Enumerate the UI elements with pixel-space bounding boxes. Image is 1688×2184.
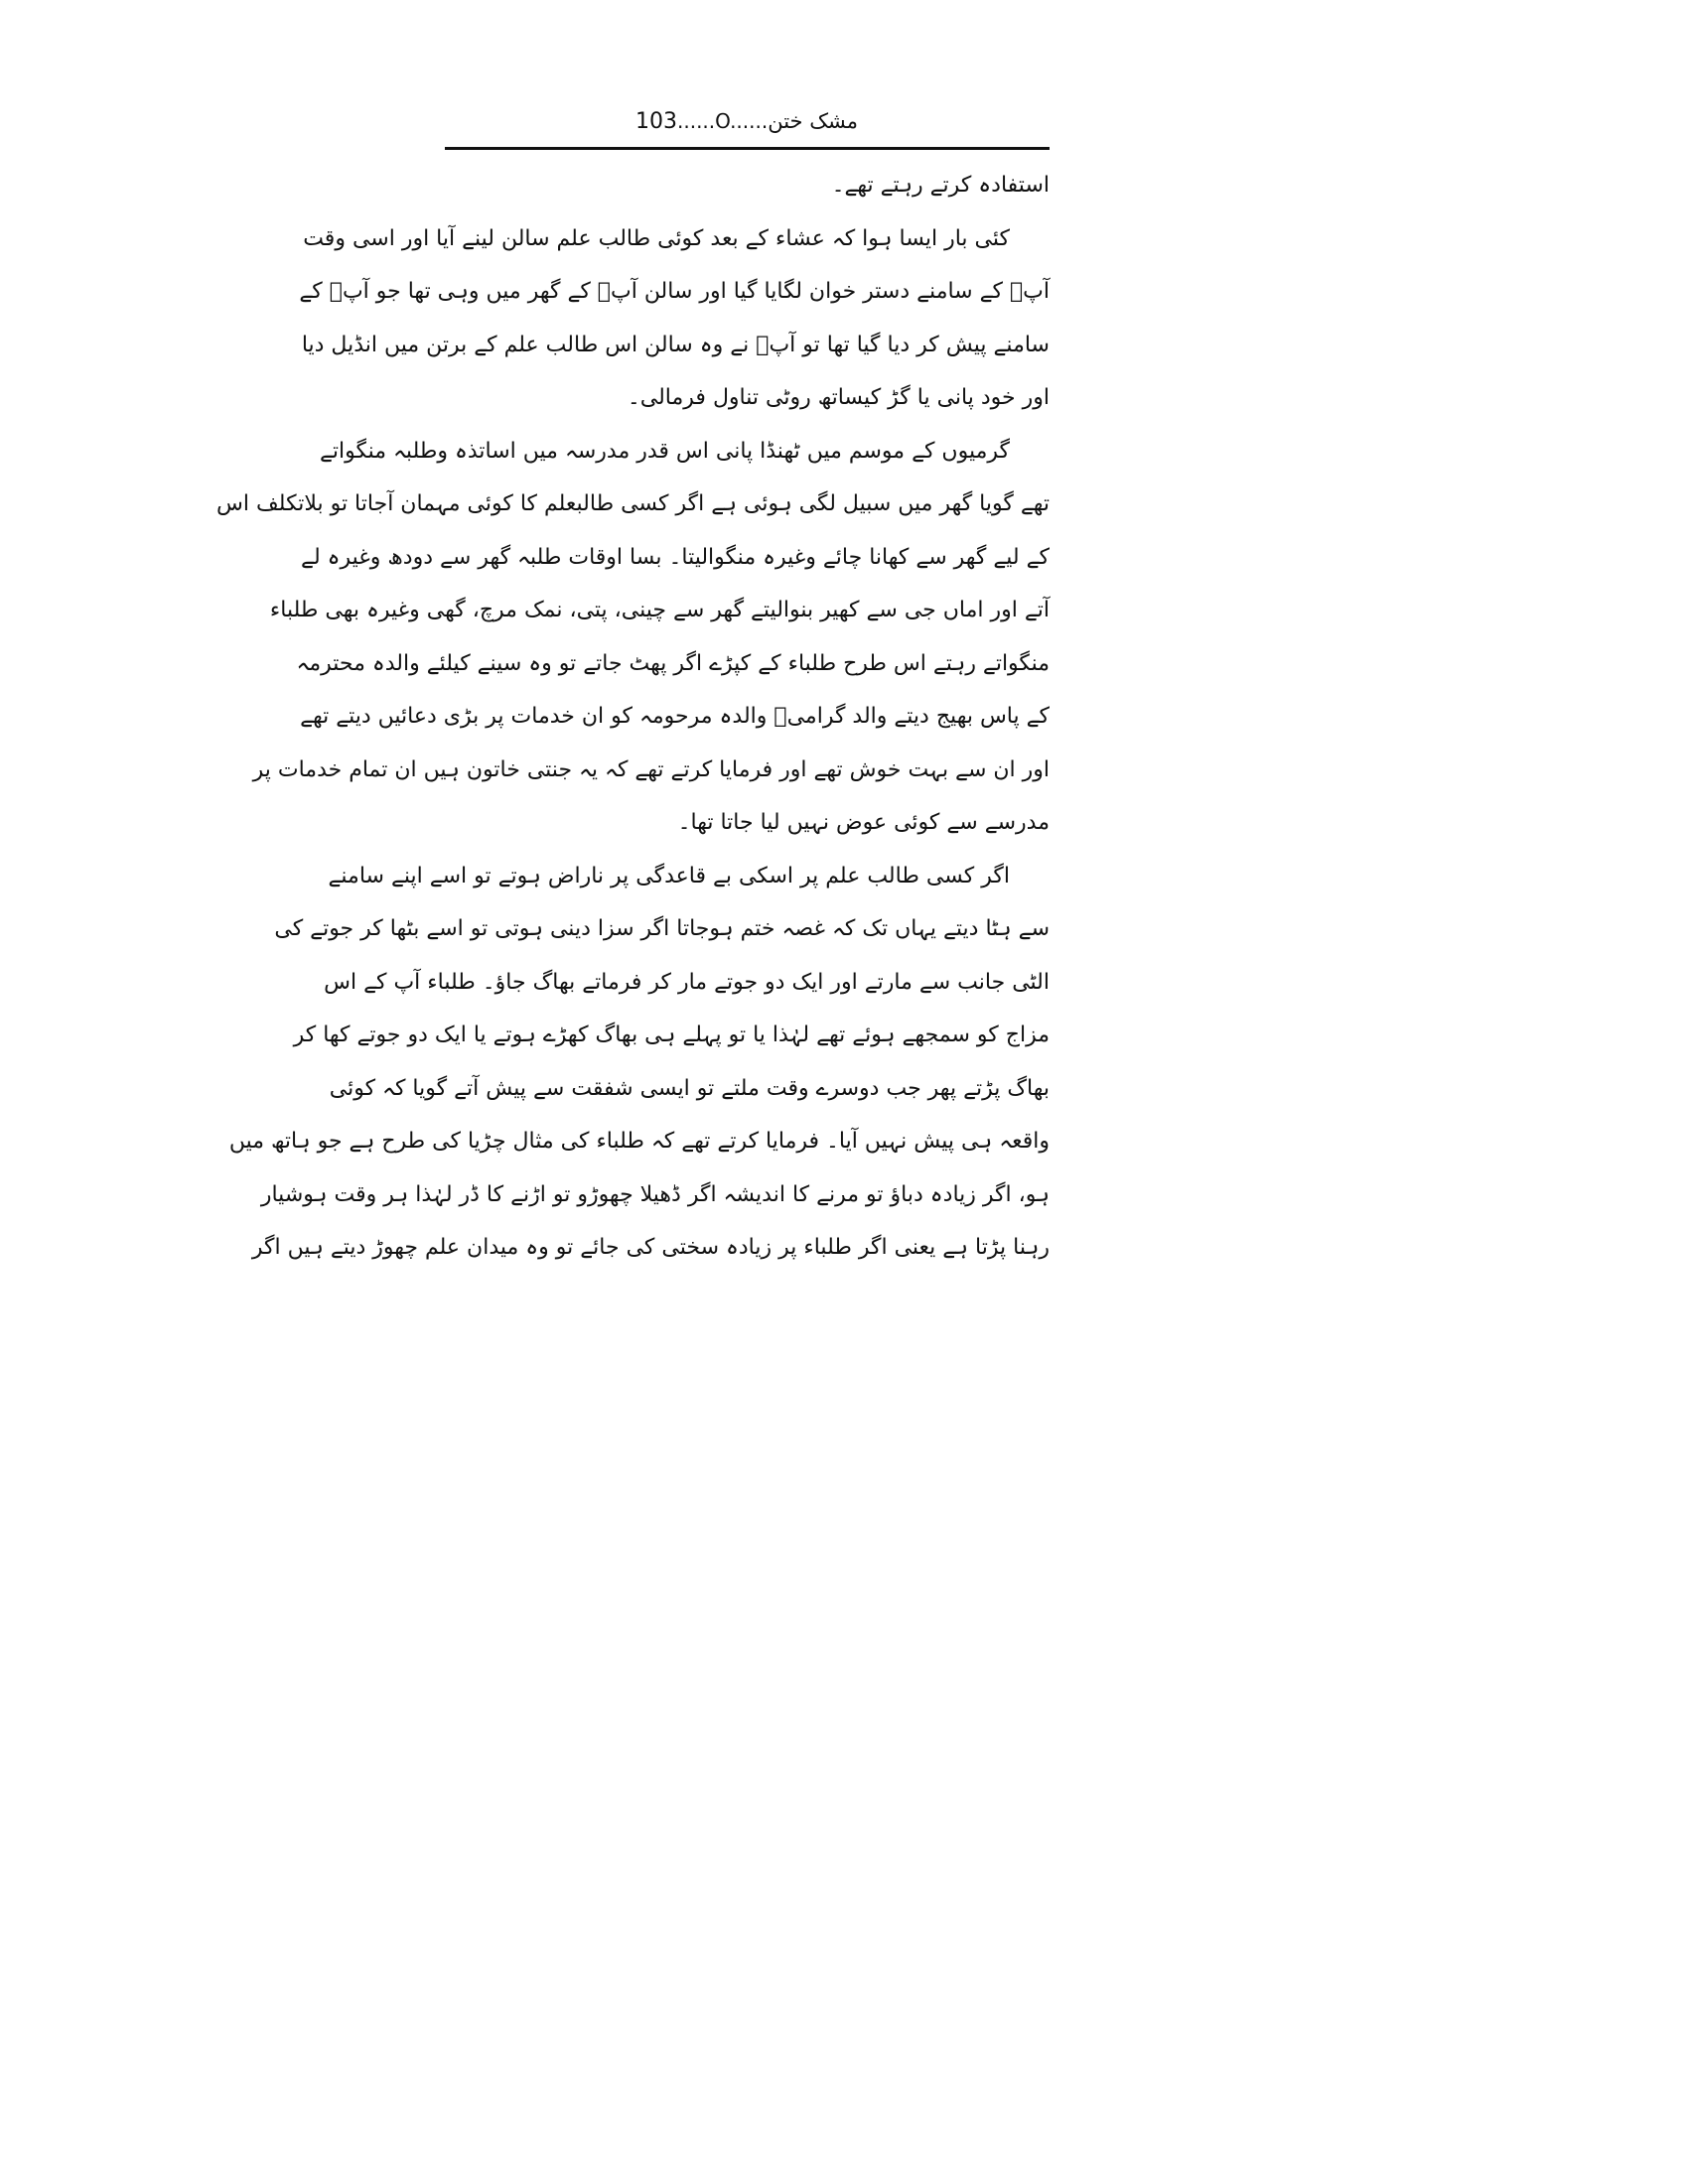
text-line: منگواتے رہتے اس طرح طلباء کے کپڑے اگر پھٹ جاتے تو وہ سینے کیلئے والدہ محترمہ — [296, 650, 1050, 676]
text-line: کئی بار ایسا ہوا کہ عشاء کے بعد کوئی طالب علم سالن لینے آیا اور اسی وقت — [303, 225, 1010, 251]
text-line: اور خود پانی یا گڑ کیساتھ روٹی تناول فرمالی۔ — [627, 385, 1050, 410]
text-line: استفادہ کرتے رہتے تھے۔ — [831, 173, 1050, 198]
text-line: سے ہٹا دیتے یہاں تک کہ غصہ ختم ہوجاتا اگر سزا دینی ہوتی تو اسے بٹھا کر جوتے کی — [274, 916, 1050, 941]
text-line: آتے اور اماں جی سے کھیر بنوالیتے گھر سے چینی، پتی، نمک مرچ، گھی وغیرہ بھی طلباء — [269, 598, 1050, 622]
text-line: رہنا پڑتا ہے یعنی اگر طلباء پر زیادہ سختی کی جائے تو وہ میدان علم چھوڑ دیتے ہیں اگر — [251, 1235, 1050, 1260]
text-line: اگر کسی طالب علم پر اسکی بے قاعدگی پر ناراض ہوتے تو اسے اپنے سامنے — [328, 863, 1010, 888]
book-title: مشک ختن — [768, 109, 858, 133]
text-line: گرمیوں کے موسم میں ٹھنڈا پانی اس قدر مدرسہ میں اساتذہ وطلبہ منگواتے — [319, 438, 1010, 464]
text-line: واقعہ ہی پیش نہیں آیا۔ فرمایا کرتے تھے کہ طلباء کی مثال چڑیا کی طرح ہے جو ہاتھ میں — [228, 1129, 1050, 1154]
text-line: بھاگ پڑتے پھر جب دوسرے وقت ملتے تو ایسی شفقت سے پیش آتے گویا کہ کوئی — [329, 1075, 1050, 1101]
text-line: الٹی جانب سے مارتے اور ایک دو جوتے مار کر فرماتے بھاگ جاؤ۔ طلباء آپ کے اس — [324, 969, 1050, 995]
text-line: کے لیے گھر سے کھانا چائے وغیرہ منگوالیتا۔ بسا اوقات طلبہ گھر سے دودھ وغیرہ لے — [301, 544, 1050, 570]
text-line: سامنے پیش کر دیا گیا تھا تو آپؒ نے وہ سالن اس طالب علم کے برتن میں انڈیل دیا — [301, 332, 1050, 357]
text-line: اور ان سے بہت خوش تھے اور فرمایا کرتے تھے کہ یہ جنتی خاتون ہیں ان تمام خدمات پر — [252, 756, 1050, 782]
body-text — [216, 159, 1050, 1275]
text-line: ہو، اگر زیادہ دباؤ تو مرنے کا اندیشہ اگر ڈھیلا چھوڑو تو اڑنے کا ڈر لہٰذا ہر وقت ہوشیار — [260, 1181, 1050, 1207]
header-rule — [445, 147, 1050, 150]
page-number: 103 — [635, 108, 677, 134]
text-line: کے پاس بھیج دیتے والد گرامیؒ والدہ مرحومہ کو ان خدمات پر بڑی دعائیں دیتے تھے — [300, 704, 1050, 729]
running-header — [445, 99, 1049, 143]
text-line: مزاج کو سمجھے ہوئے تھے لہٰذا یا تو پہلے ہی بھاگ کھڑے ہوتے یا ایک دو جوتے کھا کر — [293, 1023, 1050, 1047]
text-line: تھے گویا گھر میں سبیل لگی ہوئی ہے اگر کسی طالبعلم کا کوئی مہمان آجاتا تو بلاتکلف اس — [216, 491, 1050, 516]
text-line: آپؒ کے سامنے دستر خوان لگایا گیا اور سالن آپؒ کے گھر میں وہی تھا جو آپؒ کے — [299, 279, 1050, 304]
text-line: مدرسے سے کوئی عوض نہیں لیا جاتا تھا۔ — [677, 810, 1050, 835]
header-separator: ......O...... — [677, 109, 769, 133]
